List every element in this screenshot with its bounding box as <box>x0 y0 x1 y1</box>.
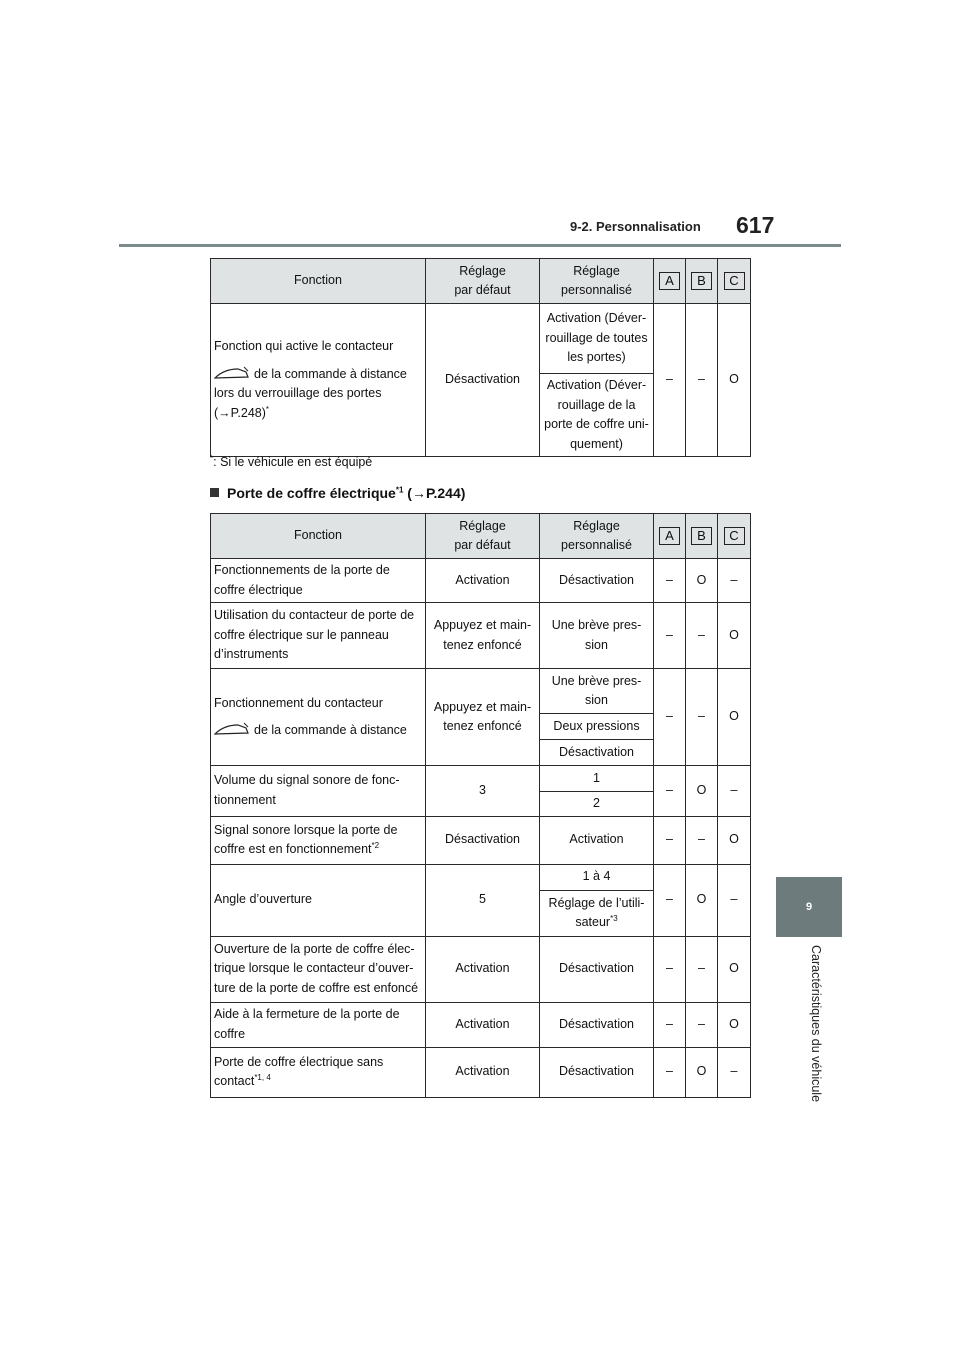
custom-cell: 1 à 4 <box>540 864 654 890</box>
chapter-tab: 9 <box>776 877 842 937</box>
fonction-line-remote <box>214 365 422 385</box>
fonction-line: Signal sonore lorsque la porte de <box>214 822 398 837</box>
cell-c: O <box>718 304 751 457</box>
col-b <box>686 259 718 304</box>
col-custom-line: personnalisé <box>561 283 632 297</box>
table-row <box>211 304 751 374</box>
page-number: 617 <box>736 212 775 238</box>
cell-b: – <box>686 816 718 864</box>
table-row <box>211 669 751 714</box>
footnote-mark: * <box>210 453 214 463</box>
section-title-header: 9-2. Personnalisation <box>570 219 701 234</box>
default-cell: Désactivation <box>426 816 540 864</box>
table-row <box>211 766 751 792</box>
col-default <box>426 259 540 304</box>
custom-line: sion <box>585 637 608 652</box>
cell-b: – <box>686 304 718 457</box>
custom-line: porte de coffre uni- <box>544 417 649 431</box>
fonction-line: Fonctionnement du contacteur <box>214 695 383 710</box>
fonction-line: Fonctionnements de la porte de <box>214 563 390 577</box>
cell-c: – <box>718 1047 751 1097</box>
custom-cell: Désactivation <box>540 559 654 603</box>
custom-cell <box>540 669 654 714</box>
fonction-line: de la commande à distance <box>254 723 407 737</box>
custom-line: les portes) <box>567 350 626 365</box>
fonction-cell <box>211 304 426 457</box>
default-cell: Activation <box>426 559 540 603</box>
fonction-cell <box>211 1047 426 1097</box>
chapter-label: Caractéristiques du véhicule <box>809 945 823 1103</box>
cell-c: – <box>718 864 751 936</box>
note-mark: * <box>265 404 270 414</box>
col-a-box: A <box>659 527 680 545</box>
col-fonction: Fonction <box>211 514 426 559</box>
custom-cell <box>540 603 654 669</box>
col-c-box: C <box>724 272 745 290</box>
custom-line: Réglage de l’utili- <box>548 895 645 910</box>
fonction-line: Utilisation du contacteur de porte de <box>214 608 415 623</box>
cell-c: O <box>718 669 751 766</box>
col-b-box: B <box>691 272 712 290</box>
custom-line: sateur <box>575 915 611 929</box>
custom-cell: Activation <box>540 816 654 864</box>
cell-b: – <box>686 669 718 766</box>
col-c <box>718 514 751 559</box>
table-row <box>211 864 751 890</box>
custom-cell: Désactivation <box>540 740 654 766</box>
fonction-line: lors du verrouillage des portes <box>214 386 382 400</box>
cell-b: O <box>686 864 718 936</box>
cell-b: O <box>686 1047 718 1097</box>
fonction-line-noted <box>214 840 422 860</box>
cell-a: – <box>654 766 686 817</box>
cell-b: – <box>686 1002 718 1047</box>
remote-trunk-icon <box>214 722 250 736</box>
col-custom-line: Réglage <box>573 263 620 278</box>
col-b <box>686 514 718 559</box>
cell-b: O <box>686 559 718 603</box>
cell-a: – <box>654 669 686 766</box>
fonction-cell <box>211 766 426 817</box>
col-b-box: B <box>691 527 712 545</box>
fonction-line-remote <box>214 721 422 741</box>
section-heading <box>210 485 465 501</box>
fonction-cell: Angle d’ouverture <box>211 864 426 936</box>
fonction-cell <box>211 559 426 603</box>
fonction-line: coffre est en fonctionnement <box>214 842 372 856</box>
custom-line: quement) <box>570 436 623 451</box>
cell-c: O <box>718 1002 751 1047</box>
note-mark: *1, 4 <box>254 1072 271 1082</box>
default-cell <box>426 669 540 766</box>
col-fonction: Fonction <box>211 259 426 304</box>
custom-cell <box>540 304 654 374</box>
custom-line-noted <box>543 913 650 933</box>
cell-c: O <box>718 603 751 669</box>
default-cell <box>426 603 540 669</box>
page-ref: (→P.248) <box>214 405 266 420</box>
fonction-line: de la commande à distance <box>254 366 407 381</box>
table-power-tailgate <box>210 513 751 1098</box>
default-line: tenez enfoncé <box>443 719 522 733</box>
fonction-line: coffre électrique sur le panneau <box>214 627 389 642</box>
note-mark: *2 <box>371 840 380 850</box>
fonction-line: trique lorsque le contacteur d’ouver- <box>214 961 414 976</box>
col-default <box>426 514 540 559</box>
col-c <box>718 259 751 304</box>
fonction-line: Porte de coffre électrique sans <box>214 1054 384 1069</box>
custom-cell <box>540 890 654 936</box>
fonction-cell <box>211 603 426 669</box>
fonction-cell <box>211 936 426 1002</box>
table-header-row <box>211 259 751 304</box>
col-a-box: A <box>659 272 680 290</box>
fonction-line: Fonction qui active le contacteur <box>214 339 394 353</box>
custom-cell: 1 <box>540 766 654 792</box>
cell-a: – <box>654 1047 686 1097</box>
cell-a: – <box>654 304 686 457</box>
custom-cell: Désactivation <box>540 936 654 1002</box>
fonction-line-ref <box>214 404 422 424</box>
col-default-line: par défaut <box>454 538 511 552</box>
fonction-line: coffre <box>214 1026 246 1041</box>
col-custom <box>540 259 654 304</box>
fonction-line-noted <box>214 1072 422 1092</box>
custom-line: Une brève pres- <box>551 618 642 632</box>
fonction-line: Ouverture de la porte de coffre élec- <box>214 941 415 956</box>
default-cell: 5 <box>426 864 540 936</box>
col-a <box>654 514 686 559</box>
table-row <box>211 603 751 669</box>
cell-a: – <box>654 816 686 864</box>
section-ref: (→P.244) <box>407 485 466 501</box>
col-custom-line: Réglage <box>573 518 620 533</box>
col-c-box: C <box>724 527 745 545</box>
default-cell: Désactivation <box>426 304 540 457</box>
custom-cell: Désactivation <box>540 1002 654 1047</box>
default-cell: Activation <box>426 936 540 1002</box>
note-mark: *3 <box>610 913 618 923</box>
cell-a: – <box>654 1002 686 1047</box>
fonction-line: ture de la porte de coffre est enfoncé <box>214 980 419 995</box>
default-line: Appuyez et main- <box>433 699 532 714</box>
default-cell: Activation <box>426 1047 540 1097</box>
footnote <box>210 455 372 469</box>
cell-a: – <box>654 864 686 936</box>
cell-b: O <box>686 766 718 817</box>
cell-a: – <box>654 936 686 1002</box>
footnote-text: : Si le véhicule en est équipé <box>213 455 373 469</box>
remote-trunk-icon <box>214 366 250 380</box>
square-bullet-icon <box>210 488 219 497</box>
custom-line: sion <box>585 693 608 707</box>
col-custom <box>540 514 654 559</box>
cell-c: O <box>718 816 751 864</box>
default-cell: 3 <box>426 766 540 817</box>
col-default-line: par défaut <box>454 283 511 297</box>
fonction-line: tionnement <box>214 792 276 807</box>
custom-cell: Deux pressions <box>540 714 654 740</box>
fonction-line: d’instruments <box>214 647 289 662</box>
section-note: *1 <box>395 485 404 495</box>
fonction-line: contact <box>214 1074 255 1088</box>
cell-c: – <box>718 766 751 817</box>
cell-c: O <box>718 936 751 1002</box>
cell-b: – <box>686 936 718 1002</box>
table-row <box>211 936 751 1002</box>
custom-line: rouillage de la <box>557 397 636 412</box>
col-default-line: Réglage <box>459 518 506 533</box>
cell-a: – <box>654 603 686 669</box>
default-line: tenez enfoncé <box>443 637 522 652</box>
custom-line: Activation (Déver- <box>546 311 647 326</box>
custom-line: Activation (Déver- <box>546 378 647 392</box>
table-row <box>211 816 751 864</box>
custom-line: Une brève pres- <box>551 673 642 688</box>
col-default-line: Réglage <box>459 263 506 278</box>
default-cell: Activation <box>426 1002 540 1047</box>
fonction-cell <box>211 669 426 766</box>
header-rule <box>119 244 841 247</box>
cell-c: – <box>718 559 751 603</box>
custom-line: rouillage de toutes <box>545 330 648 345</box>
section-heading-text: Porte de coffre électrique <box>227 485 396 501</box>
col-a <box>654 259 686 304</box>
table-row <box>211 1047 751 1097</box>
col-custom-line: personnalisé <box>561 538 632 552</box>
table-row <box>211 1002 751 1047</box>
table-remote-settings <box>210 258 751 457</box>
cell-a: – <box>654 559 686 603</box>
fonction-line: Aide à la fermeture de la porte de <box>214 1007 400 1021</box>
fonction-line: coffre électrique <box>214 582 303 597</box>
default-line: Appuyez et main- <box>433 618 532 632</box>
custom-cell: 2 <box>540 792 654 817</box>
table-header-row <box>211 514 751 559</box>
fonction-line: Volume du signal sonore de fonc- <box>214 773 400 788</box>
table-row <box>211 559 751 603</box>
fonction-cell <box>211 1002 426 1047</box>
custom-cell: Désactivation <box>540 1047 654 1097</box>
fonction-cell <box>211 816 426 864</box>
custom-cell <box>540 374 654 457</box>
cell-b: – <box>686 603 718 669</box>
